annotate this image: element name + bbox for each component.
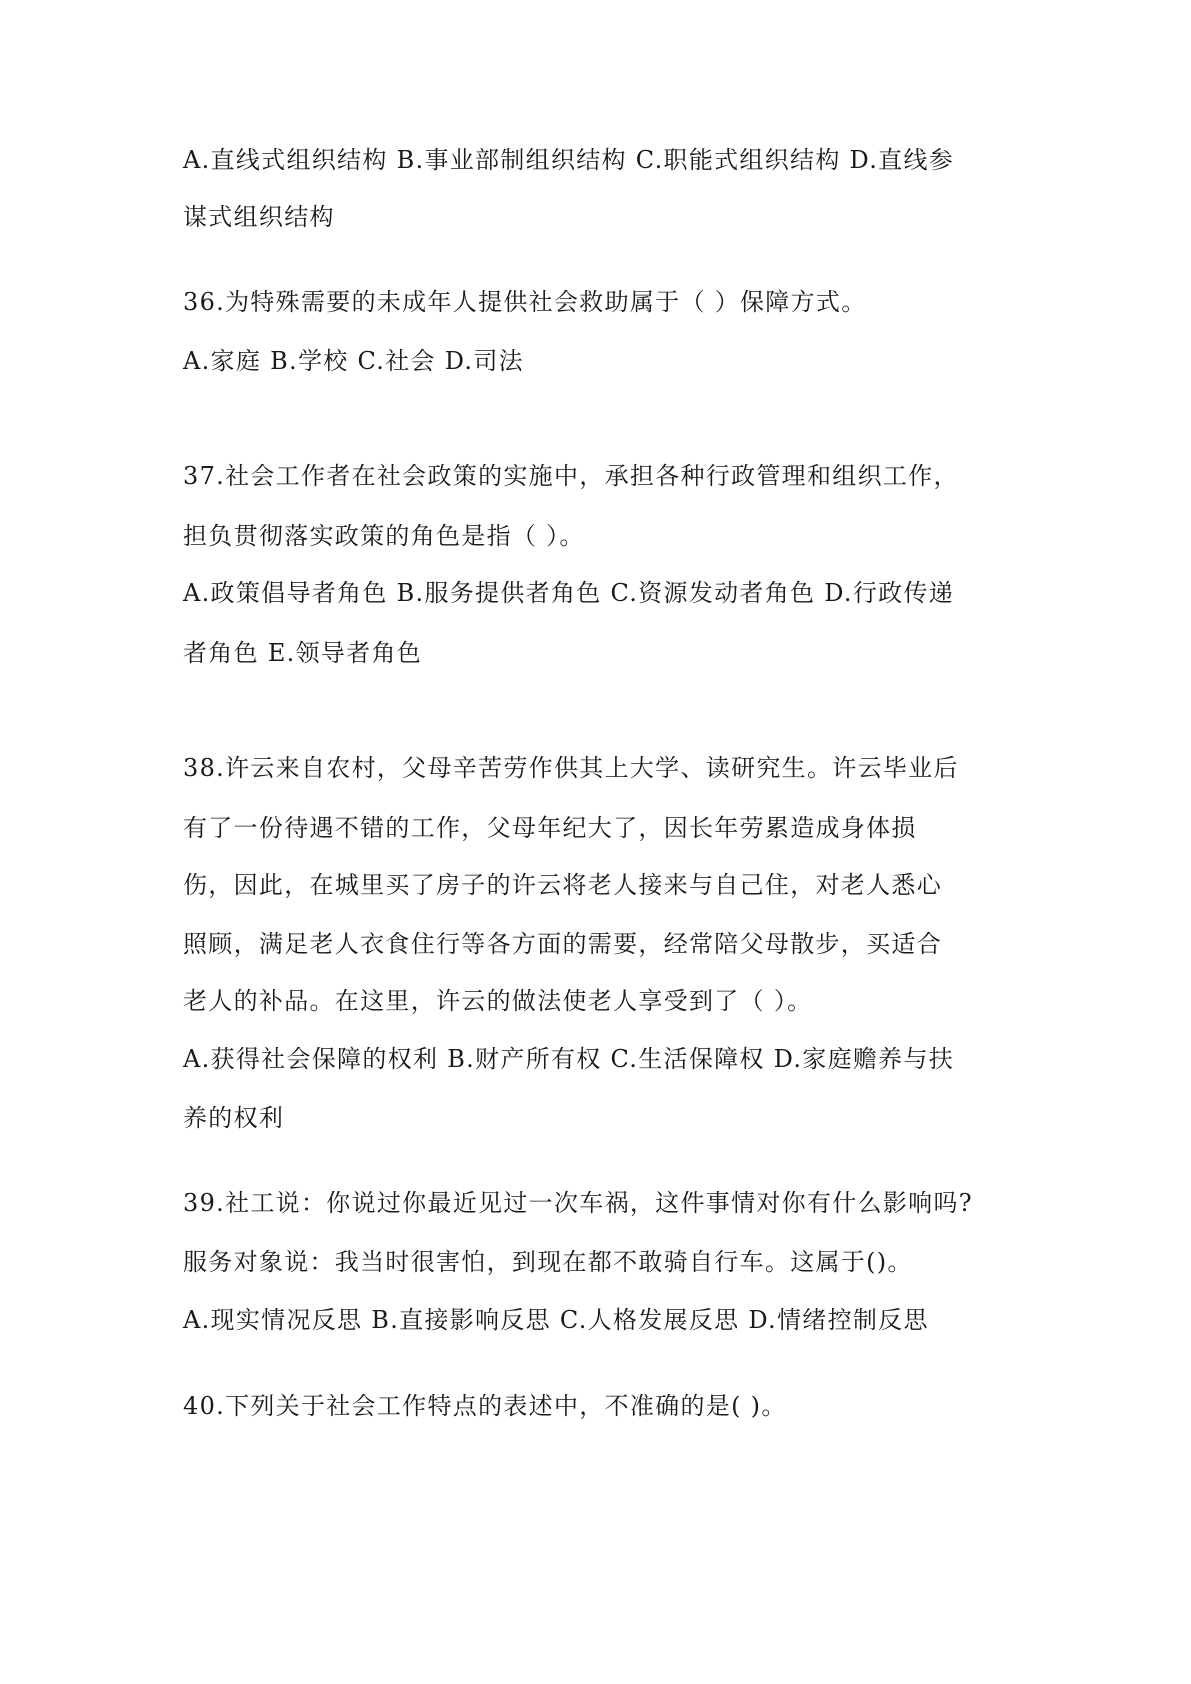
q38-options-line-2: 养的权利 [183, 1104, 285, 1132]
q37-stem-line-1: 37.社会工作者在社会政策的实施中，承担各种行政管理和组织工作， [183, 462, 959, 490]
q38-stem-line-2: 有了一份待遇不错的工作，父母年纪大了，因长年劳累造成身体损 [183, 814, 917, 842]
q38-stem-line-3: 伤，因此，在城里买了房子的许云将老人接来与自己住，对老人悉心 [183, 871, 942, 899]
q39-options: A.现实情况反思 B.直接影响反思 C.人格发展反思 D.情绪控制反思 [183, 1306, 929, 1334]
q37-options-line-1: A.政策倡导者角色 B.服务提供者角色 C.资源发动者角色 D.行政传递 [183, 579, 955, 607]
q38-stem-line-5: 老人的补品。在这里，许云的做法使老人享受到了（ ）。 [183, 987, 813, 1015]
q39-stem-line-1: 39.社工说：你说过你最近见过一次车祸，这件事情对你有什么影响吗? [183, 1189, 973, 1217]
q37-options-line-2: 者角色 E.领导者角色 [183, 639, 423, 667]
q40-stem: 40.下列关于社会工作特点的表述中，不准确的是( )。 [183, 1392, 787, 1420]
q38-options-line-1: A.获得社会保障的权利 B.财产所有权 C.生活保障权 D.家庭赡养与扶 [183, 1045, 955, 1073]
q39-stem-line-2: 服务对象说：我当时很害怕，到现在都不敢骑自行车。这属于()。 [183, 1248, 913, 1276]
q38-stem-line-4: 照顾，满足老人衣食住行等各方面的需要，经常陪父母散步，买适合 [183, 930, 942, 958]
q35-options-line-1: A.直线式组织结构 B.事业部制组织结构 C.职能式组织结构 D.直线参 [183, 146, 955, 174]
q36-stem: 36.为特殊需要的未成年人提供社会救助属于（ ）保障方式。 [183, 288, 867, 316]
q37-stem-line-2: 担负贯彻落实政策的角色是指（ ）。 [183, 522, 585, 550]
q36-options: A.家庭 B.学校 C.社会 D.司法 [183, 347, 524, 375]
q38-stem-line-1: 38.许云来自农村，父母辛苦劳作供其上大学、读研究生。许云毕业后 [183, 754, 959, 782]
q35-options-line-2: 谋式组织结构 [183, 203, 335, 231]
